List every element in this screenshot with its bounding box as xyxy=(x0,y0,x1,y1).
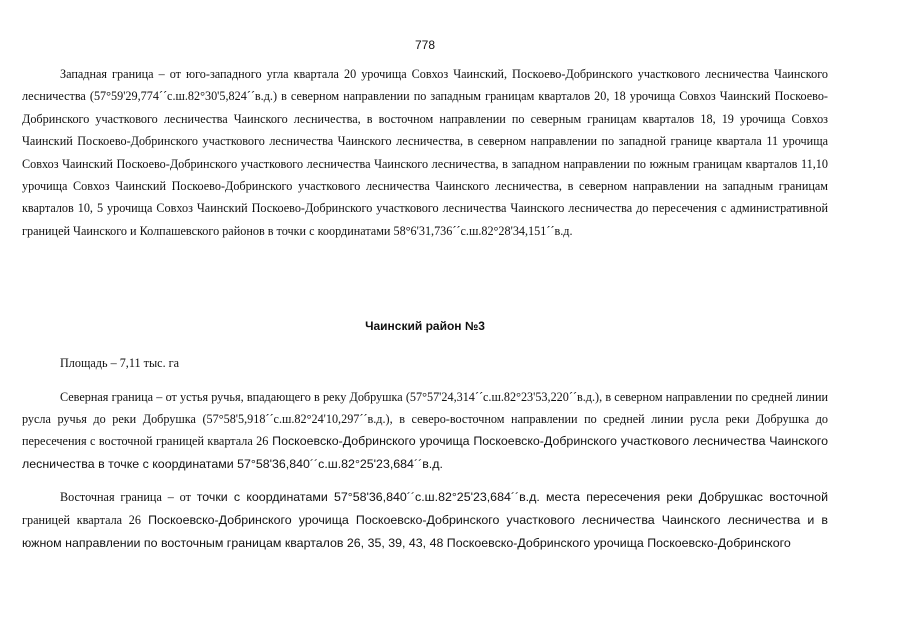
east-border-serif-text-2: границей квартала 26 xyxy=(22,513,141,527)
east-border-paragraph xyxy=(22,486,828,555)
western-border-paragraph: Западная граница – от юго-западного угла квартала 20 урочища Совхоз Чаинский, Поскоево-Добринского участкового лесничества Чаинского лесничества (57°59'29,774´´с.ш.82°30'5,824´´в.д.) в северном направлении по западным границам кварталов 20, 18 урочища Совхоз Чаинский Поскоево-Добринского участкового лесничества Чаинского лесничества, в восточном направлении по северным границам кварталов 18, 19 урочища Совхоз Чаинский Поскоево-Добринского участкового лесничества Чаинского лесничества, в северном направлении по западной границе квартала 11 урочища Совхоз Чаинский Поскоево-Добринского участкового лесничества Чаинского лесничества, в западном направлении по южным границам кварталов 11,10 урочища Совхоз Чаинский Поскоево-Добринского участкового лесничества Чаинского лесничества, в северном направлении на западным границам кварталов 10, 5 урочища Совхоз Чаинский Поскоево-Добринского участкового лесничества Чаинского лесничества до пересечения с административной границей Чаинского и Колпашевского районов в точки с координатами 58°6'31,736´´с.ш.82°28'34,151´´в.д. xyxy=(22,67,828,238)
east-border-sans-text-2: Поскоевско-Добринского урочища Поскоевско-Добринского участкового лесничества Чаинского лесничества и в южном направлении по восточным границам кварталов 26, 35, 39, 43, 48 Поскоевско-Добринского урочища Поскоевско-Добринского xyxy=(22,513,828,550)
area-paragraph: Площадь – 7,11 тыс. га xyxy=(60,356,180,370)
east-border-sans-text-1: точки с координатами 57°58'36,840´´с.ш.82°25'23,684´´в.д. места пересечения реки Добрушкас восточной xyxy=(196,490,828,504)
north-border-sans-text: Поскоевско-Добринского урочища Поскоевско-Добринского участкового лесничества Чаинского лесничества в точке с координатами 57°58'36,840´´с.ш.82°25'23,684´´в.д. xyxy=(22,434,829,471)
east-border-serif-text-1: Восточная граница – от xyxy=(60,490,197,504)
north-border-serif-text: Северная граница – от устья ручья, впадающего в реку Добрушка (57°57'24,314´´с.ш.82°23'53,220´´в.д.), в северном направлении по средней линии русла ручья до реки Добрушка (57°58'5,918´´с.ш.82°24'10,297´´в.д.), в северо-восточном направлении по средней линии русла реки Добрушка до пересечения с восточной границей квартала 26 xyxy=(22,390,828,449)
page-number: 778 xyxy=(414,38,436,52)
section-heading: Чаинский район №3 xyxy=(365,319,485,333)
north-border-paragraph xyxy=(22,386,828,475)
